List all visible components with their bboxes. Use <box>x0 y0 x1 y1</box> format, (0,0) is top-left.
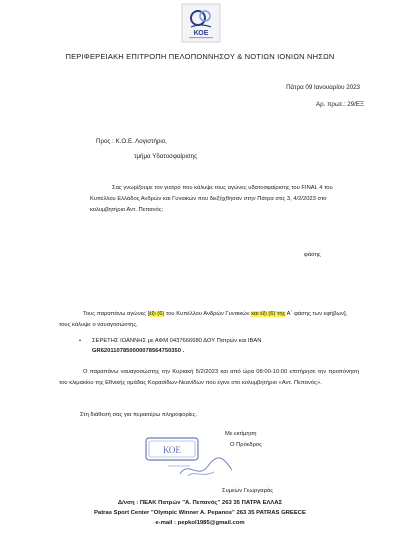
footer-address-english: Patras Sport Center "Olympic Winner A. Pepanos" 263 35 PATRAS GREECE <box>94 510 306 516</box>
iban-number: GR6201107850000078564750350 . <box>92 348 185 354</box>
highlight-2: και έξι (6) της <box>251 311 286 317</box>
koe-logo <box>181 3 221 43</box>
footer-address-greek: Δ/νση : ΠΕΑΚ Πατρών "Α. Πεπανός" 263 35 ΠΑΤΡΑ ΕΛΛΑΣ <box>117 500 283 506</box>
protocol-number: Αρ. πρωτ.: 29/ΕΞ <box>316 101 364 108</box>
stamp-graphic <box>128 436 242 484</box>
signer-name: Συμεών Γεωργαράς <box>222 488 274 494</box>
highlight-1: έξι (6) <box>149 311 165 317</box>
recipient-line-2: τμήμα Υδατοσφαίρισης <box>134 153 198 160</box>
koe-logo-icon <box>181 3 221 43</box>
signer-role: Ο Πρόεδρος <box>230 442 262 448</box>
letter-date: Πάτρα 09 Ιανουαρίου 2023 <box>286 84 360 91</box>
closing-line: Στη διάθεσή σας για περαιτέρω πληροφορίες. <box>80 412 198 418</box>
official-stamp <box>128 436 242 484</box>
body-paragraph-2 <box>59 309 359 331</box>
body-paragraph-1: Σας γνωρίζουμε τον γιατρό που κάλυψε τους αγώνες υδατοσφαίρισης του FINAL 4 του Κυπέλλου Ελλάδος Ανδρών και Γυναικών που διεξήχθησαν στην Πάτρα στις 3, 4/2/2023 στο κολυμβητήριο Αντ. Πεπανός: <box>90 185 333 213</box>
page-title: ΠΕΡΙΦΕΡΕΙΑΚΗ ΕΠΙΤΡΟΠΗ ΠΕΛΟΠΟΝΝΗΣΟΥ & ΝΟΤΙΩΝ ΙΟΝΙΩΝ ΝΗΣΩΝ <box>65 52 335 61</box>
para2-text-c: Α΄ φάσης των εφήβων], τους κάλυψε ο ναυαγοσώστης, <box>59 311 348 328</box>
stamp-text: ΚΟΕ <box>163 445 181 455</box>
body-paragraph-3: Ο παραπάνω ναυαγοσώστης την Κυριακή 5/2/2023 και από ώρα 08:00-10:00 επιτήρησε την προπόνηση του κλιμακίου της Εθνικής ομάδας Κορασίδων-Νεανίδων που έγινε στο κολυμβητήριο «Αντ. Πεπανός». <box>59 369 359 386</box>
recipient-line-1: Προς : Κ.Ο.Ε. Λογιστήριο, <box>96 138 167 145</box>
lifeguard-name: ΣΕΡΕΤΗΣ ΙΩΑΝΝΗΣ με ΑΦΜ 0437666680 ΔΟΥ Πατρών και IBAN <box>92 338 262 344</box>
bullet-marker: • <box>79 338 82 344</box>
stray-word: φάσης <box>304 252 321 258</box>
para2-text-a: Τους παραπάνω αγώνες [ <box>83 311 150 317</box>
regards-line: Με εκτίμηση <box>225 431 257 437</box>
footer-email: e-mail : pepkol1985@gmail.com <box>155 520 245 526</box>
para2-text-b: του Κυπέλλου Ανδρών Γυναικών <box>164 311 252 317</box>
logo-text: ΚΟΕ <box>193 30 209 37</box>
